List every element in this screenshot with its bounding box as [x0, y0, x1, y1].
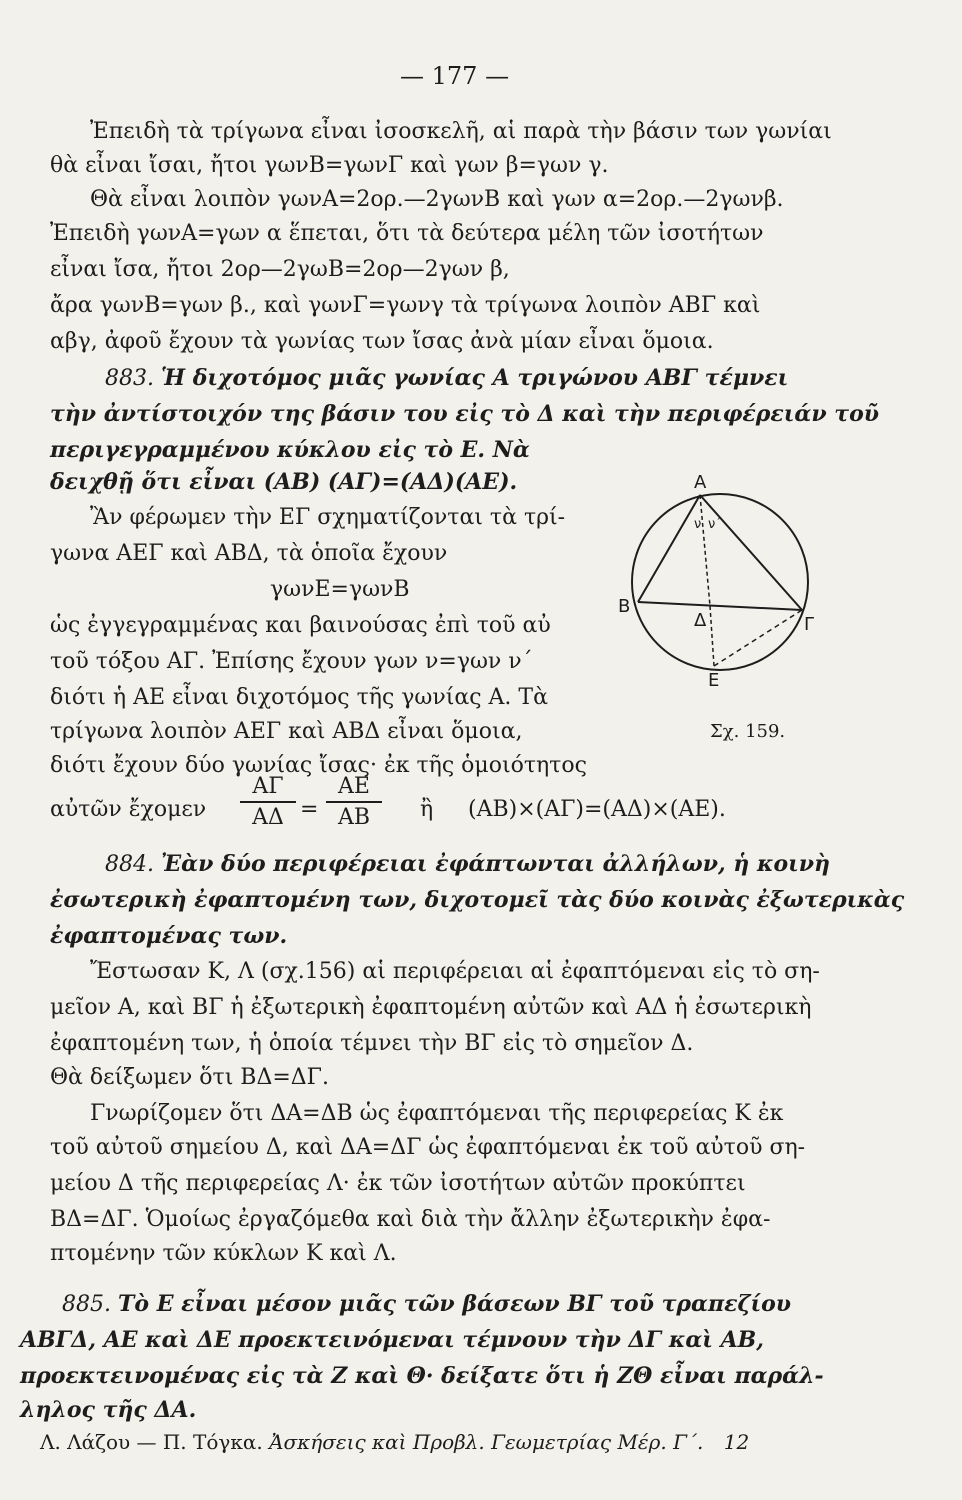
text-line: ἄρα γωνΒ=γων β., καὶ γωνΓ=γωνγ τὰ τρίγωνα λοιπὸν ΑΒΓ καὶ: [50, 293, 761, 318]
problem-text: ΑΒΓΔ, ΑΕ καὶ ΔΕ προεκτεινόμεναι τέμνουν τὴν ΔΓ καὶ ΑΒ,: [20, 1327, 764, 1353]
text-line: ὡς ἐγγεγραμμένας και βαινούσας ἐπὶ τοῦ αὐ: [50, 613, 551, 638]
label-D: Δ: [694, 610, 707, 631]
problem-text: Ἡ διχοτόμος μιᾶς γωνίας Α τριγώνου ΑΒΓ τέμνει: [160, 365, 789, 391]
text-line: γωνΕ=γωνΒ: [270, 577, 410, 602]
fraction-1: [240, 774, 296, 830]
problem-text: ἐφαπτομένας των.: [50, 923, 288, 949]
problem-text: Ἐὰν δύο περιφέρειαι ἐφάπτωνται ἀλλήλων, ἡ κοινὴ: [160, 851, 831, 877]
problem-number: 885.: [62, 1292, 111, 1317]
problem-text: ἐσωτερικὴ ἐφαπτομένη των, διχοτομεῖ τὰς δύο κοινὰς ἐξωτερικὰς: [50, 887, 905, 913]
label-v-prime: ν΄: [708, 517, 722, 532]
text-line: διότι ἡ ΑΕ εἶναι διχοτόμος τῆς γωνίας Α. Τὰ: [50, 685, 548, 710]
fraction-numerator: ΑΓ: [252, 774, 284, 799]
side-AG: [700, 495, 802, 610]
text-line: γωνα ΑΕΓ καὶ ΑΒΔ, τὰ ὁποῖα ἔχουν: [50, 541, 448, 566]
problem-text: δειχθῇ ὅτι εἶναι (ΑΒ) (ΑΓ)=(ΑΔ)(ΑΕ).: [50, 469, 518, 495]
text-line: τοῦ αὐτοῦ σημείου Δ, καὶ ΔΑ=ΔΓ ὡς ἐφαπτόμεναι ἐκ τοῦ αὐτοῦ ση-: [50, 1135, 806, 1160]
ratio-or: ἢ: [420, 797, 434, 822]
text-line: πτομένην τῶν κύκλων Κ καὶ Λ.: [50, 1241, 397, 1266]
ratio-lead: αὐτῶν ἔχομεν: [50, 797, 207, 822]
text-line: αβγ, ἀφοῦ ἔχουν τὰ γωνίας των ἴσας ἀνὰ μίαν εἶναι ὅμοια.: [50, 329, 714, 354]
page-number: — 177 —: [400, 62, 510, 90]
footer-title: Ἀσκήσεις καὶ Προβλ. Γεωμετρίας Μέρ. Γ΄.: [269, 1430, 704, 1454]
problem-text: περιγεγραμμένου κύκλου εἰς τὸ Ε. Νὰ: [50, 437, 530, 463]
text-line: τοῦ τόξου ΑΓ. Ἐπίσης ἔχουν γων ν=γων ν΄: [50, 649, 533, 674]
problem-883-statement: [105, 364, 788, 393]
fraction-denominator: ΑΒ: [337, 805, 371, 830]
text-line: Θὰ εἶναι λοιπὸν γωνΑ=2ορ.—2γωνΒ καὶ γων α=2ορ.—2γωνβ.: [90, 187, 784, 212]
problem-text: τὴν ἀντίστοιχόν της βάσιν του εἰς τὸ Δ καὶ τὴν περιφέρειάν τοῦ: [50, 401, 880, 427]
text-line: Ἂν φέρωμεν τὴν ΕΓ σχηματίζονται τὰ τρί-: [90, 505, 566, 530]
problem-number: 883.: [105, 366, 154, 391]
text-line: Γνωρίζομεν ὅτι ΔΑ=ΔΒ ὡς ἐφαπτόμεναι τῆς περιφερείας Κ ἐκ: [90, 1101, 784, 1126]
footer: [40, 1430, 749, 1454]
footer-authors: Λ. Λάζου — Π. Τόγκα.: [40, 1430, 263, 1454]
text-line: μείου Δ τῆς περιφερείας Λ· ἐκ τῶν ἰσοτήτων αὐτῶν προκύπτει: [50, 1171, 746, 1196]
fraction-denominator: ΑΔ: [252, 805, 284, 830]
bisector-AD: [700, 495, 710, 606]
equals-sign: =: [300, 797, 319, 822]
text-line: τρίγωνα λοιπὸν ΑΕΓ καὶ ΑΒΔ εἶναι ὅμοια,: [50, 719, 523, 744]
side-BG: [638, 602, 802, 610]
figure-caption: Σχ. 159.: [710, 721, 786, 742]
fraction-numerator: ΑΕ: [338, 774, 370, 799]
text-line: Ἐπειδὴ γωνΑ=γων α ἕπεται, ὅτι τὰ δεύτερα μέλη τῶν ἰσοτήτων: [50, 221, 764, 246]
problem-text: προεκτεινομένας εἰς τὰ Ζ καὶ Θ· δείξατε ὅτι ἡ ΖΘ εἶναι παράλ-: [20, 1363, 824, 1389]
figure-159: [610, 470, 820, 700]
footer-sheet-number: 12: [723, 1430, 750, 1454]
text-line: Θὰ δείξωμεν ὅτι ΒΔ=ΔΓ.: [50, 1065, 329, 1090]
label-G: Γ: [804, 614, 815, 635]
label-v: ν: [694, 517, 702, 532]
text-line: Ἐπειδὴ τὰ τρίγωνα εἶναι ἰσοσκελῆ, αἱ παρὰ τὴν βάσιν των γωνίαι: [90, 119, 832, 144]
ratio-result: (ΑΒ)×(ΑΓ)=(ΑΔ)×(ΑΕ).: [468, 797, 726, 822]
problem-885-statement: [62, 1290, 791, 1319]
label-A: Α: [694, 472, 707, 493]
fraction-2: [326, 774, 382, 830]
text-line: θὰ εἶναι ἴσαι, ἤτοι γωνΒ=γωνΓ καὶ γων β=γων γ.: [50, 153, 609, 178]
label-B: Β: [618, 596, 631, 617]
text-line: Ἔστωσαν Κ, Λ (σχ.156) αἱ περιφέρειαι αἱ ἐφαπτόμεναι εἰς τὸ ση-: [90, 959, 820, 984]
text-line: ΒΔ=ΔΓ. Ὁμοίως ἐργαζόμεθα καὶ διὰ τὴν ἄλλην ἐξωτερικὴν ἐφα-: [50, 1207, 771, 1232]
problem-text: Τὸ Ε εἶναι μέσον μιᾶς τῶν βάσεων ΒΓ τοῦ τραπεζίου: [117, 1291, 792, 1317]
text-line: μεῖον Α, καὶ ΒΓ ἡ ἐξωτερικὴ ἐφαπτομένη αὐτῶν καὶ ΑΔ ἡ ἐσωτερικὴ: [50, 995, 812, 1020]
text-line: ἐφαπτομένη των, ἡ ὁποία τέμνει τὴν ΒΓ εἰς τὸ σημεῖον Δ.: [50, 1031, 694, 1056]
problem-text: ληλος τῆς ΔΑ.: [20, 1397, 197, 1423]
text-line: εἶναι ἴσα, ἤτοι 2ορ—2γωΒ=2ορ—2γων β,: [50, 257, 510, 282]
problem-884-statement: [105, 850, 830, 879]
label-E: Ε: [708, 670, 720, 691]
segment-DE: [710, 606, 714, 666]
problem-number: 884.: [105, 852, 154, 877]
text-line: διότι ἔχουν δύο γωνίας ἴσας· ἐκ τῆς ὁμοιότητος: [50, 753, 587, 778]
